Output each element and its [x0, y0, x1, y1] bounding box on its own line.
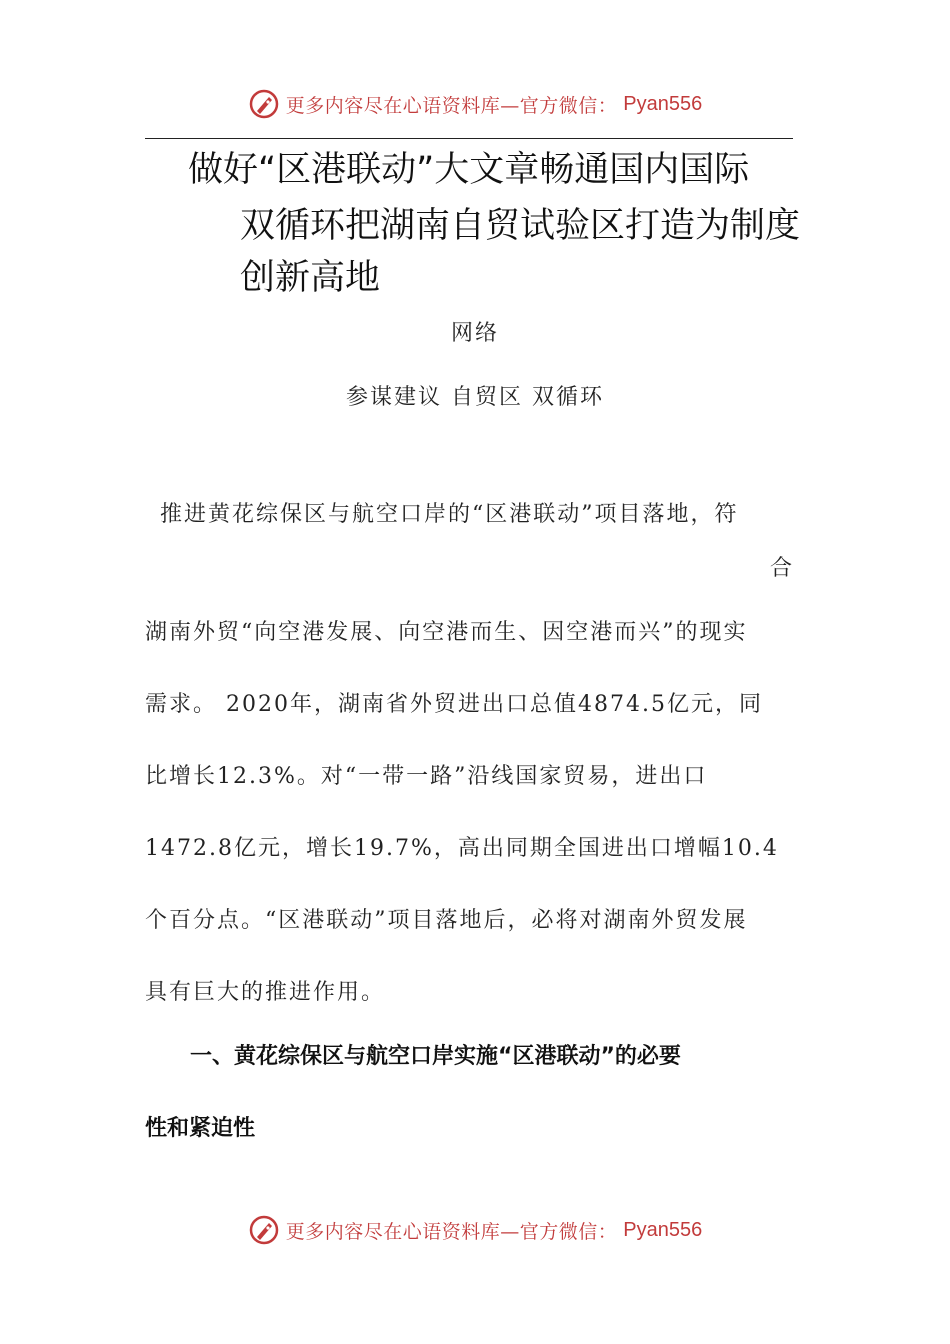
pen-nib-logo-icon: [248, 88, 280, 120]
body-line: 湖南外贸“向空港发展、向空港而生、因空港而兴”的现实: [145, 620, 748, 645]
footer-banner: [0, 1210, 950, 1250]
banner-wechat-handle: Pyan556: [623, 1218, 703, 1241]
banner-wechat-handle: Pyan556: [623, 92, 703, 115]
body-line: 合: [770, 556, 795, 581]
document-title-line-2: 双循环把湖南自贸试验区打造为制度: [240, 206, 801, 246]
section-heading-line-1: 一、黄花综保区与航空口岸实施“区港联动”的必要: [190, 1044, 681, 1069]
document-author: 网络: [450, 321, 499, 346]
body-line: 推进黄花综保区与航空口岸的“区港联动”项目落地，符: [160, 502, 739, 527]
header-banner: [0, 84, 950, 124]
pen-nib-logo-icon: [248, 1214, 280, 1246]
banner-text: 更多内容尽在心语资料库—官方微信：: [285, 94, 618, 117]
body-line: 1472.8亿元，增长19.7%，高出同期全国进出口增幅10.4: [145, 836, 779, 861]
body-line: 需求。 2020年，湖南省外贸进出口总值4874.5亿元，同: [145, 692, 763, 717]
body-line: 个百分点。“区港联动”项目落地后，必将对湖南外贸发展: [145, 908, 748, 933]
body-line: 比增长12.3%。对“一带一路”沿线国家贸易，进出口: [145, 764, 708, 789]
document-keywords: 参谋建议 自贸区 双循环: [346, 385, 604, 410]
header-divider: [145, 138, 793, 139]
banner-text: 更多内容尽在心语资料库—官方微信：: [285, 1220, 618, 1243]
section-heading-line-2: 性和紧迫性: [145, 1116, 256, 1141]
document-title-line-1: 做好“区港联动”大文章畅通国内国际: [188, 150, 750, 190]
body-line: 具有巨大的推进作用。: [145, 980, 386, 1005]
document-title-line-3: 创新高地: [240, 258, 381, 298]
